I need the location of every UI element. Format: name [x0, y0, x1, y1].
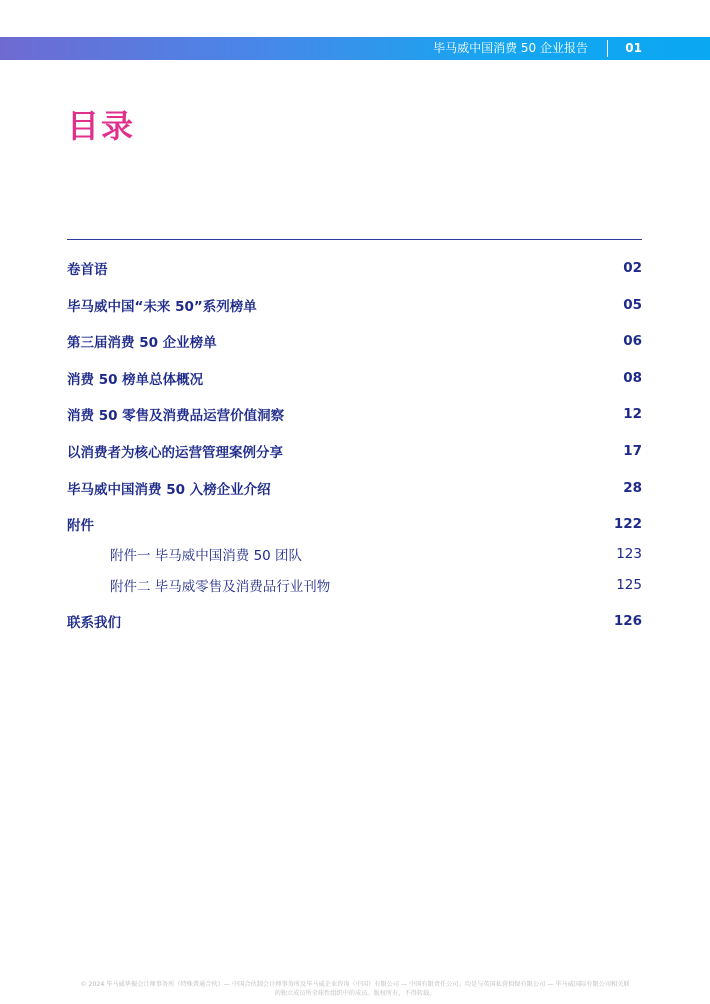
- toc-entry-label: 附件二 毕马威零售及消费品行业刊物: [110, 578, 331, 595]
- toc-entry-future-50[interactable]: [67, 295, 642, 315]
- copyright-line-2: 的独立成员所全球性组织中的成员。版权所有，不得转载。: [274, 990, 436, 997]
- copyright-line-1: © 2024 毕马威华振会计师事务所（特殊普通合伙）— 中国合伙制会计师事务所及毕马威企业咨询（中国）有限公司 — 中国有限责任公司。均是与英国私营担保有限公司 — 毕马威国际有限公司相关联: [80, 981, 630, 988]
- toc-subentry-appendix-2[interactable]: [67, 575, 642, 595]
- toc-entry-page: 05: [623, 296, 642, 313]
- toc-entry-label: 消费 50 零售及消费品运营价值洞察: [67, 408, 285, 425]
- toc-entry-appendix[interactable]: [67, 514, 642, 534]
- toc-entry-label: 以消费者为核心的运营管理案例分享: [67, 444, 283, 461]
- report-title: 毕马威中国消费 50 企业报告: [433, 41, 588, 55]
- toc-entry-label: 毕马威中国“未来 50”系列榜单: [67, 298, 257, 315]
- toc-entry-label: 卷首语: [67, 262, 108, 278]
- toc-entry-overview[interactable]: [67, 368, 642, 388]
- toc-entry-page: 125: [616, 576, 642, 593]
- toc-entry-label: 消费 50 榜单总体概况: [67, 371, 204, 388]
- toc-entry-page: 28: [623, 479, 642, 496]
- copyright-footer: [8, 980, 702, 998]
- toc-entry-page: 02: [623, 260, 642, 276]
- toc-entry-foreword[interactable]: [67, 258, 642, 278]
- page-title: 目录: [67, 107, 136, 145]
- toc-entry-contact[interactable]: [67, 611, 642, 631]
- toc-subentry-appendix-1[interactable]: [67, 544, 642, 564]
- toc-entry-page: 12: [623, 406, 642, 423]
- toc-entry-third-list[interactable]: [67, 331, 642, 351]
- toc-entry-page: 122: [613, 516, 642, 533]
- toc-entry-case-studies[interactable]: [67, 441, 642, 461]
- toc-entry-page: 08: [623, 369, 642, 386]
- toc-entry-insights[interactable]: [67, 404, 642, 424]
- toc-entry-company-profiles[interactable]: [67, 478, 642, 498]
- header-divider: [607, 40, 608, 57]
- header-bar: [0, 37, 710, 60]
- toc-entry-page: 06: [623, 333, 642, 350]
- toc-entry-label: 第三届消费 50 企业榜单: [67, 335, 217, 352]
- toc-entry-label: 联系我们: [67, 615, 121, 632]
- toc-entry-label: 附件: [67, 518, 94, 535]
- toc-entry-label: 附件一 毕马威中国消费 50 团队: [110, 548, 303, 565]
- toc-entry-page: 126: [613, 613, 642, 630]
- toc-entry-page: 17: [623, 442, 642, 459]
- page-number: 01: [625, 41, 642, 55]
- toc-entry-label: 毕马威中国消费 50 入榜企业介绍: [67, 481, 271, 498]
- toc-entry-page: 123: [616, 546, 642, 563]
- divider-rule: [67, 239, 642, 240]
- table-of-contents: [67, 258, 642, 648]
